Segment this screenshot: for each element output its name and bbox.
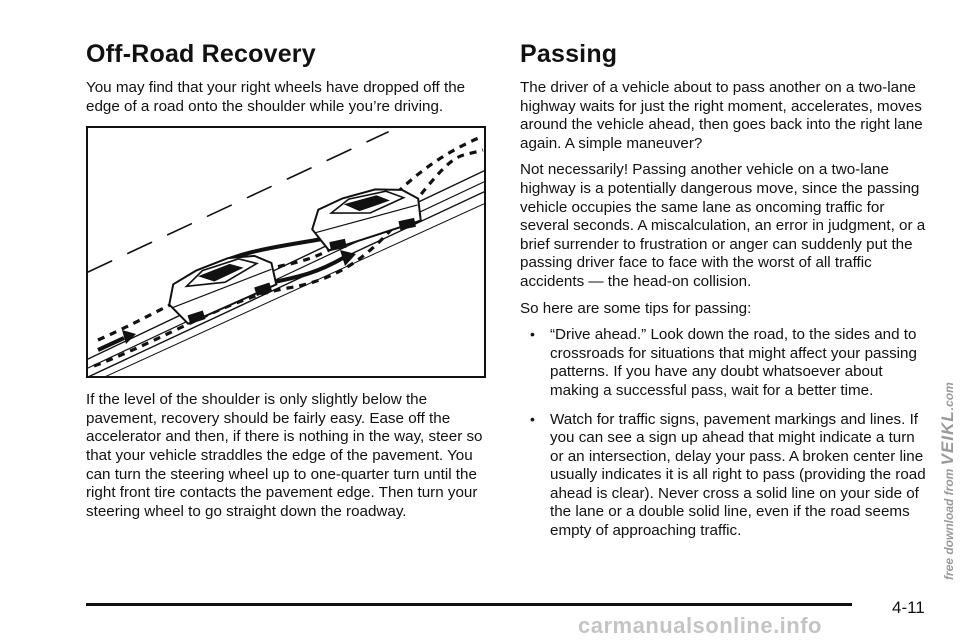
car-upper [307,181,425,254]
passing-paragraph-2: Not necessarily! Passing another vehicle on a two-lane highway is a potentially dangerous move, since the passing vehicle occupies the same lane as oncoming traffic for several seconds. A miscalculation, an error in judgment, or a brief surrender to frustration or anger can suddenly put the passing driver face to face with the worst of all traffic accidents — the head-on collision. [520,161,926,290]
bullet-icon: • [530,410,535,427]
left-column [86,40,492,529]
bullet-icon: • [530,326,535,343]
off-road-recovery-illustration [86,126,486,378]
watermark-prefix: free download from [942,468,956,580]
off-road-intro-paragraph: You may find that your right wheels have dropped off the edge of a road onto the shoulder while you’re driving. [86,79,466,115]
off-road-body-paragraph: If the level of the shoulder is only slightly below the pavement, recovery should be fairly easy. Ease off the accelerator and then, if there is nothing in the way, steer so that your vehicle straddles the edge of the pavement. You can turn the steering wheel up to one-quarter turn until the right front tire contacts the pavement edge. Then turn your steering wheel to go straight down the roadway. [86,391,483,520]
recovery-path-dashed-2 [94,150,483,366]
off-road-recovery-heading: Off-Road Recovery [86,40,316,68]
road-edge-line-3 [88,169,486,359]
car-lower [161,246,281,328]
recovery-path-dashed [98,136,483,340]
passing-paragraph-1: The driver of a vehicle about to pass another on a two-lane highway waits for just the right moment, accelerates, moves around the vehicle ahead, then goes back into the right lane again. A simple maneuver? [520,79,923,152]
list-item [520,326,930,400]
right-column [520,40,930,551]
site-watermark: carmanualsonline.info [578,613,822,638]
tip-text: “Drive ahead.” Look down the road, to the sides and to crossroads for situations that might affect your passing patterns. If you have any doubt whatsoever about making a successful pass, wait for a better time. [550,326,917,399]
watermark-brand: VEIKL [938,410,957,466]
road-edge-line-1 [88,190,486,377]
footer-rule [86,603,852,606]
list-item [520,411,930,541]
road-diagram [88,128,486,378]
passing-paragraph-3: So here are some tips for passing: [520,299,752,317]
watermark-suffix: .com [942,382,956,411]
passing-heading: Passing [520,40,618,68]
page-number: 4-11 [892,598,925,617]
road-edge-line-2 [88,180,486,368]
tip-text: Watch for traffic signs, pavement markings and lines. If you can see a sign up ahead that might indicate a turn or an intersection, delay your pass. A broken center line usually indicates it is all right to pass (providing the road ahead is clear). Never cross a solid line on your side of the lane or a double solid line, even if the road seems empty of approaching traffic. [550,410,926,540]
shoulder-line [98,202,486,378]
passing-tips-list [520,326,930,541]
download-watermark [938,382,958,580]
